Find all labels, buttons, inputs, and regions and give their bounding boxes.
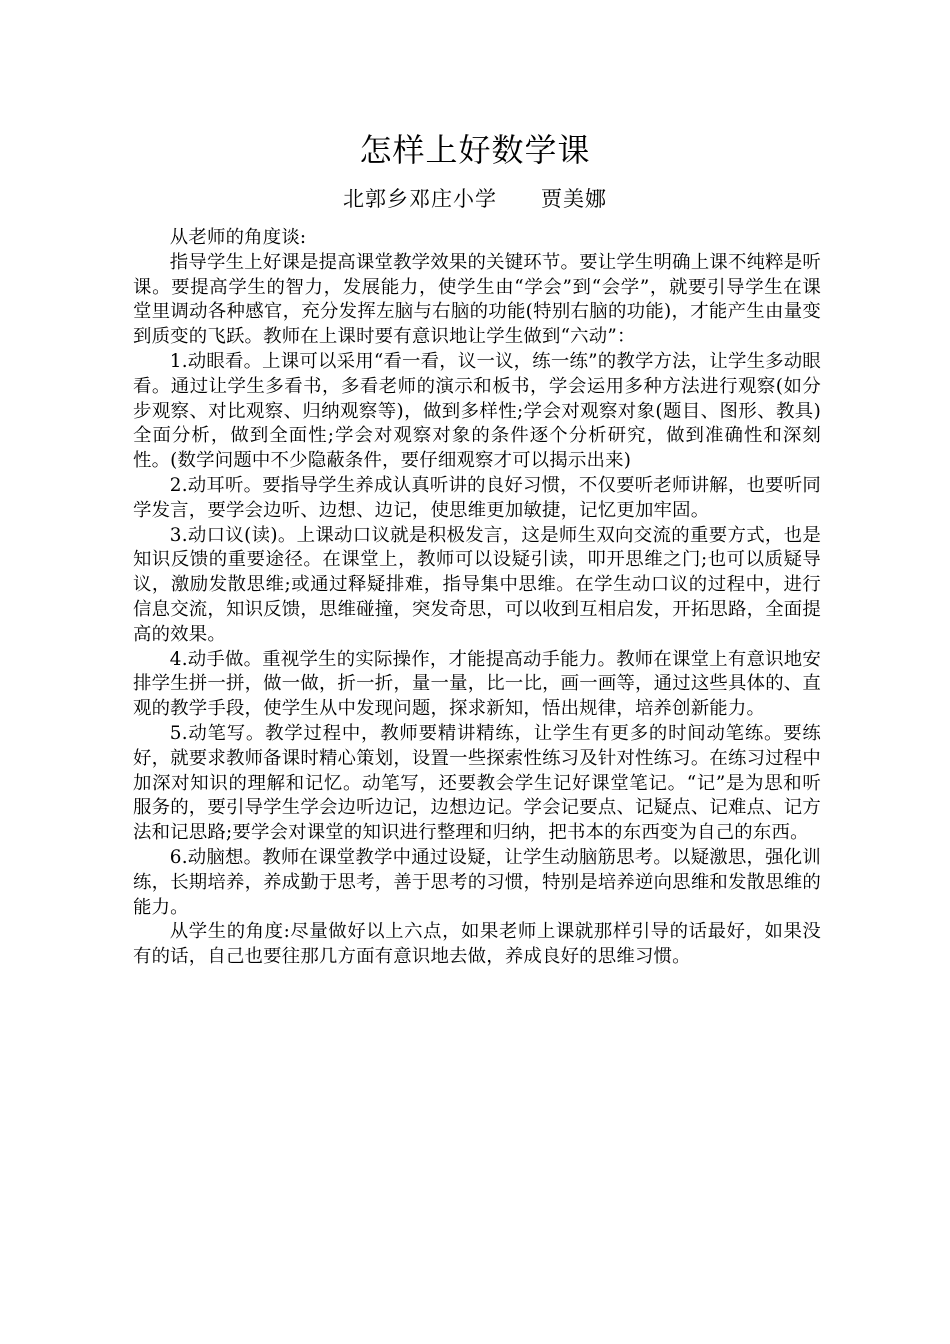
paragraph-ears: 2.动耳听。要指导学生养成认真听讲的良好习惯，不仅要听老师讲解，也要听同学发言，要学会边听、边想、边记，使思维更加敏捷，记忆更加牢固。 — [133, 474, 821, 521]
paragraph-hands: 4.动手做。重视学生的实际操作，才能提高动手能力。教师在课堂上有意识地安排学生拼一拼，做一做，折一折，量一量，比一比，画一画等，通过这些具体的、直观的教学手段，使学生从中发现问题，探求新知，悟出规律，培养创新能力。 — [133, 648, 821, 720]
section-heading-teacher: 从老师的角度谈: — [169, 227, 307, 248]
paragraph-eyes: 1.动眼看。上课可以采用“看一看，议一议，练一练”的教学方法，让学生多动眼看。通过让学生多看书，多看老师的演示和板书，学会运用多种方法进行观察(如分步观察、对比观察、归纳观察等)，做到多样性;学会对观察对象(题目、图形、教具)全面分析，做到全面性;学会对观察对象的条件逐个分析研究，做到准确性和深刻性。(数学问题中不少隐蔽条件，要仔细观察才可以揭示出来) — [133, 350, 821, 472]
author-byline — [0, 184, 950, 214]
paragraph-pen: 5.动笔写。教学过程中，教师要精讲精练，让学生有更多的时间动笔练。要练好，就要求教师备课时精心策划，设置一些探索性练习及针对性练习。在练习过程中加深对知识的理解和记忆。动笔写，还要教会学生记好课堂笔记。“记”是为思和听服务的，要引导学生学会边听边记，边想边记。学会记要点、记疑点、记难点、记方法和记思路;要学会对课堂的知识进行整理和归纳，把书本的东西变为自己的东西。 — [133, 722, 821, 844]
paragraph-student-perspective: 从学生的角度:尽量做好以上六点，如果老师上课就那样引导的话最好，如果没有的话，自己也要往那几方面有意识地去做，养成良好的思维习惯。 — [133, 921, 821, 968]
document-title: 怎样上好数学课 — [359, 131, 591, 169]
author-name: 贾美娜 — [541, 187, 607, 211]
paragraph-brain: 6.动脑想。教师在课堂教学中通过设疑，让学生动脑筋思考。以疑激思，强化训练，长期培养，养成勤于思考，善于思考的习惯，特别是培养逆向思维和发散思维的能力。 — [133, 846, 821, 918]
paragraph-mouth: 3.动口议(读)。上课动口议就是积极发言，这是师生双向交流的重要方式，也是知识反馈的重要途径。在课堂上，教师可以设疑引读，叩开思维之门;也可以质疑导议，激励发散思维;或通过释疑排难，指导集中思维。在学生动口议的过程中，进行信息交流，知识反馈，思维碰撞，突发奇思，可以收到互相启发，开拓思路，全面提高的效果。 — [133, 524, 821, 645]
school-name: 北郭乡邓庄小学 — [343, 187, 497, 211]
article-body — [133, 226, 821, 970]
intro-paragraph: 指导学生上好课是提高课堂教学效果的关键环节。要让学生明确上课不纯粹是听课。要提高学生的智力，发展能力，使学生由“学会”到“会学”，就要引导学生在课堂里调动各种感官，充分发挥左脑与右脑的功能(特别右脑的功能)，才能产生由量变到质变的飞跃。教师在上课时要有意识地让学生做到“六动”： — [133, 251, 821, 348]
